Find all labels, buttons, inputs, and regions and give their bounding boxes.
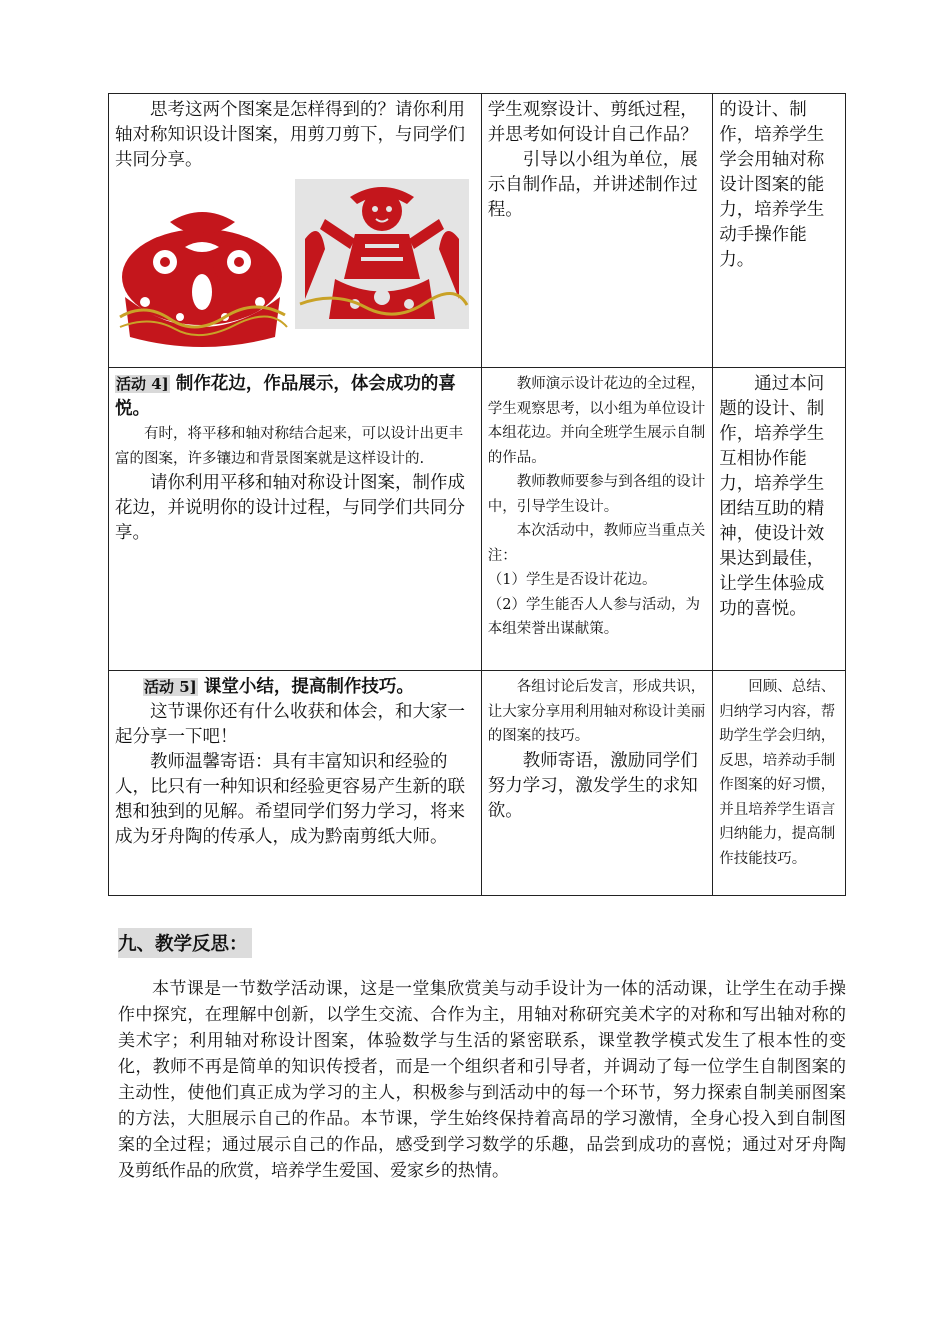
reflection-paragraph: 本节课是一节数学活动课，这是一堂集欣赏美与动手设计为一体的活动课，让学生在动手操作中探究，在理解中创新，以学生交流、合作为主，用轴对称研究美术字的对称和写出轴对称的美术字；利用轴对称设计图案，体验数学与生活的紧密联系，课堂教学模式发生了根本性的变化，教师不再是简单的知识传授者，而是一个组织者和引导者，并调动了每一位学生自制图案的主动性，使他们真正成为学习的主人，积极参与到活动中的每一个环节，努力探索自制美丽图案的方法，大胆展示自己的作品。本节课，学生始终保持着高昂的学习激情，全身心投入到自制图案的全过程；通过展示自己的作品，感受到学习数学的乐趣，品尝到成功的喜悦；通过对牙舟陶及剪纸作品的欣赏，培养学生爱国、爱家乡的热情。 (118, 979, 846, 1181)
teacher-student-cell (481, 94, 713, 368)
papercut-images (109, 179, 481, 357)
papercut-flower-image (115, 207, 290, 357)
activity-title: 制作花边，作品展示，体会成功的喜悦。 (115, 374, 456, 419)
cell-text: 通过本问题的设计、制作，培养学生互相协作能力，培养学生团结互助的精神，使设计效果达到最佳，让学生体验成功的喜悦。 (719, 374, 825, 619)
activity-text: 有时，将平移和轴对称结合起来，可以设计出更丰富的图案，许多镶边和背景图案就是这样设计的. (115, 426, 463, 467)
cell-text: 回顾、总结、归纳学习内容，帮助学生学会归纳，反思，培养动手制作图案的好习惯，并且培养学生语言归纳能力，提高制作技能技巧。 (719, 679, 836, 867)
activity-tag: 活动 4] (116, 375, 169, 393)
cell-text: 教师寄语，激励同学们努力学习，激发学生的求知欲。 (487, 750, 698, 821)
papercut-doll-image (295, 179, 469, 329)
teacher-student-cell (481, 368, 713, 671)
activity-cell (109, 94, 482, 368)
cell-text: 教师演示设计花边的全过程，学生观察思考，以小组为单位设计本组花边。并向全班学生展示自制的作品。 (487, 376, 706, 466)
activity-title: 课堂小结，提高制作技巧。 (197, 677, 414, 697)
table-row (109, 671, 846, 896)
table-row (109, 94, 846, 368)
cell-text: 教师教师要参与到各组的设计中，引导学生设计。 (487, 474, 706, 515)
activity-text: 这节课你还有什么收获和体会，和大家一起分享一下吧！ (115, 702, 465, 747)
cell-text: 本次活动中，教师应当重点关注： (487, 523, 706, 564)
activity-text: 请你利用平移和轴对称设计图案，制作成花边，并说明你的设计过程，与同学们共同分享。 (115, 473, 465, 543)
purpose-cell (713, 671, 846, 896)
cell-text: 引导以小组为单位，展示自制作品，并讲述制作过程。 (487, 150, 698, 220)
cell-text: 学生观察设计、剪纸过程，并思考如何设计自己作品？ (487, 100, 698, 145)
cell-text: 的设计、制作，培养学生学会用轴对称设计图案的能力，培养学生动手操作能力。 (719, 100, 825, 270)
cell-text: 各组讨论后发言，形成共识，让大家分享用利用轴对称设计美丽的图案的技巧。 (487, 679, 706, 744)
purpose-cell (713, 94, 846, 368)
activity-tag: 活动 5] (144, 678, 197, 696)
teacher-student-cell (481, 671, 713, 896)
activity-cell (109, 368, 482, 671)
section-title: 九、教学反思： (118, 928, 252, 958)
purpose-cell (713, 368, 846, 671)
cell-text: （2）学生能否人人参与活动，为本组荣誉出谋献策。 (487, 596, 700, 637)
activity-heading (115, 675, 475, 700)
activity-heading (115, 372, 475, 422)
activity-text: 思考这两个图案是怎样得到的？请你利用轴对称知识设计图案，用剪刀剪下，与同学们共同分享。 (115, 100, 465, 170)
activity-text: 教师温馨寄语：具有丰富知识和经验的人，比只有一种知识和经验更容易产生新的联想和独到的见解。希望同学们努力学习，将来成为牙舟陶的传承人，成为黔南剪纸大师。 (115, 752, 465, 847)
activity-cell (109, 671, 482, 896)
table-row (109, 368, 846, 671)
lesson-plan-table (108, 93, 846, 896)
cell-text: （1）学生是否设计花边。 (487, 572, 657, 588)
